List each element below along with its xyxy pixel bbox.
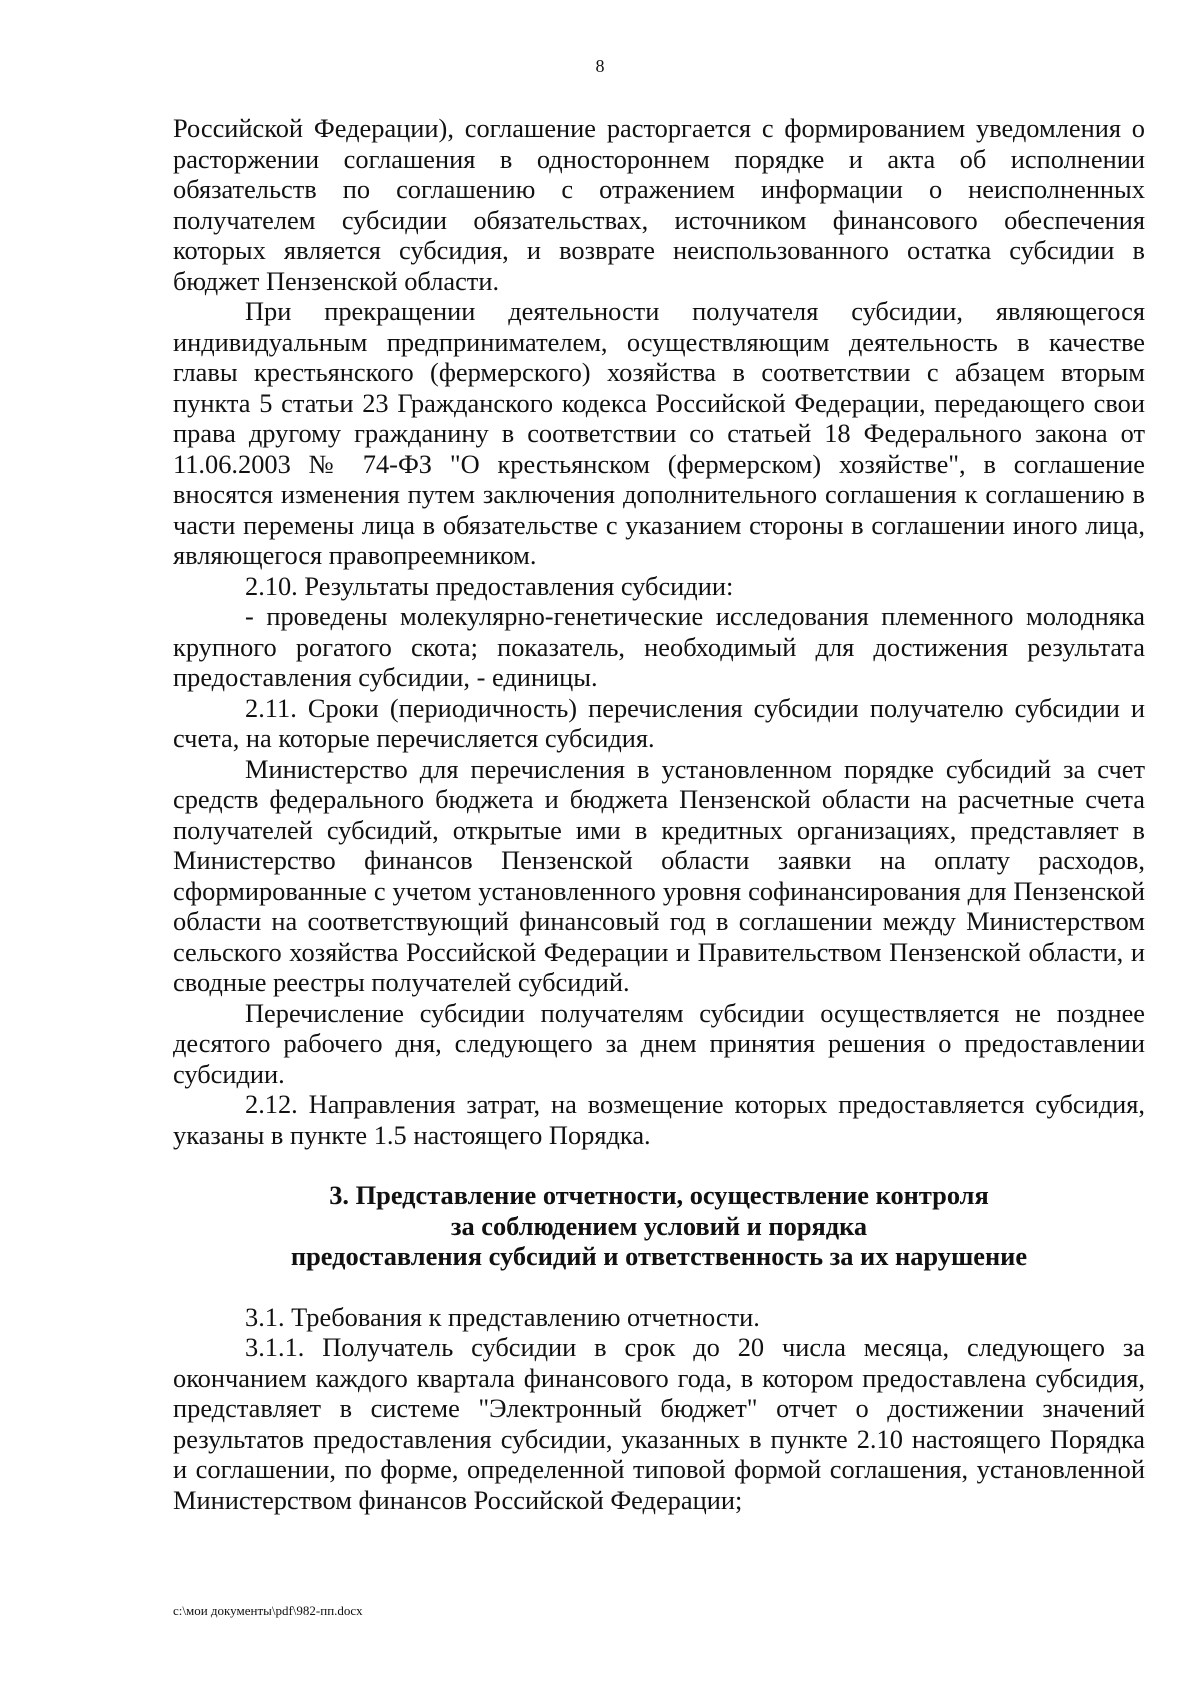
- paragraph-2-10: 2.10. Результаты предоставления субсидии:: [245, 570, 734, 601]
- paragraph-3-1: 3.1. Требования к представлению отчетности.: [245, 1301, 760, 1332]
- paragraph-2-10-item: - проведены молекулярно-генетические исследования племенного молодняка крупного рогатого скота; показатель, необходимый для достижения результата предоставления субсидии, - единицы.: [173, 601, 1145, 692]
- paragraph-ministry: Министерство для перечисления в установленном порядке субсидий за счет средств федерального бюджета и бюджета Пензенской области на расчетные счета получателей субсидий, открытые ими в кредитных организациях, представляет в Министерство финансов Пензенской области заявки на оплату расходов, сформированные с учетом установленного уровня софинансирования для Пензенской области на соответствующий финансовый год в соглашении между Министерством сельского хозяйства Российской Федерации и Правительством Пензенской области, и сводные реестры получателей субсидий.: [173, 753, 1145, 997]
- section-3-heading-line-3: предоставления субсидий и ответственность за их нарушение: [290, 1241, 1028, 1271]
- document-body: [173, 113, 1145, 1515]
- section-3-heading: [173, 1180, 1145, 1272]
- paragraph-2-11: 2.11. Сроки (периодичность) перечисления субсидии получателю субсидии и счета, на которые перечисляется субсидия.: [173, 692, 1145, 753]
- section-3-heading-line-2: за соблюдением условий и порядка: [450, 1210, 868, 1241]
- paragraph-continuation: Российской Федерации), соглашение расторгается с формированием уведомления о расторжении соглашения в одностороннем порядке и акта об исполнении обязательств по соглашению с отражением информации о неисполненных получателем субсидии обязательствах, источником финансового обеспечения которых является субсидия, и возврате неиспользованного остатка субсидии в бюджет Пензенской области.: [173, 113, 1145, 296]
- page-number: 8: [595, 56, 605, 76]
- paragraph-transfer: Перечисление субсидии получателям субсидии осуществляется не позднее десятого рабочего дня, следующего за днем принятия решения о предоставлении субсидии.: [173, 997, 1145, 1089]
- section-3-heading-line-1: 3. Представление отчетности, осуществление контроля: [329, 1180, 989, 1210]
- paragraph-2-12: 2.12. Направления затрат, на возмещение которых предоставляется субсидия, указаны в пункте 1.5 настоящего Порядка.: [173, 1089, 1145, 1150]
- paragraph-3-1-1: 3.1.1. Получатель субсидии в срок до 20 числа месяца, следующего за окончанием каждого квартала финансового года, в котором предоставлена субсидия, представляет в системе "Электронный бюджет" отчет о достижении значений результатов предоставления субсидии, указанных в пункте 2.10 настоящего Порядка и соглашении, по форме, определенной типовой формой соглашения, установленной Министерством финансов Российской Федерации;: [173, 1332, 1145, 1515]
- paragraph-termination: При прекращении деятельности получателя субсидии, являющегося индивидуальным предпринимателем, осуществляющим деятельность в качестве главы крестьянского (фермерского) хозяйства в соответствии с абзацем вторым пункта 5 статьи 23 Гражданского кодекса Российской Федерации, передающего свои права другому гражданину в соответствии со статьей 18 Федерального закона от 11.06.2003 № 74-ФЗ "О крестьянском (фермерском) хозяйстве", в соглашение вносятся изменения путем заключения дополнительного соглашения к соглашению в части перемены лица в обязательстве с указанием стороны в соглашении иного лица, являющегося правопреемником.: [173, 296, 1145, 570]
- footer-file-path: c:\мои документы\pdf\982-пп.docx: [173, 1603, 363, 1618]
